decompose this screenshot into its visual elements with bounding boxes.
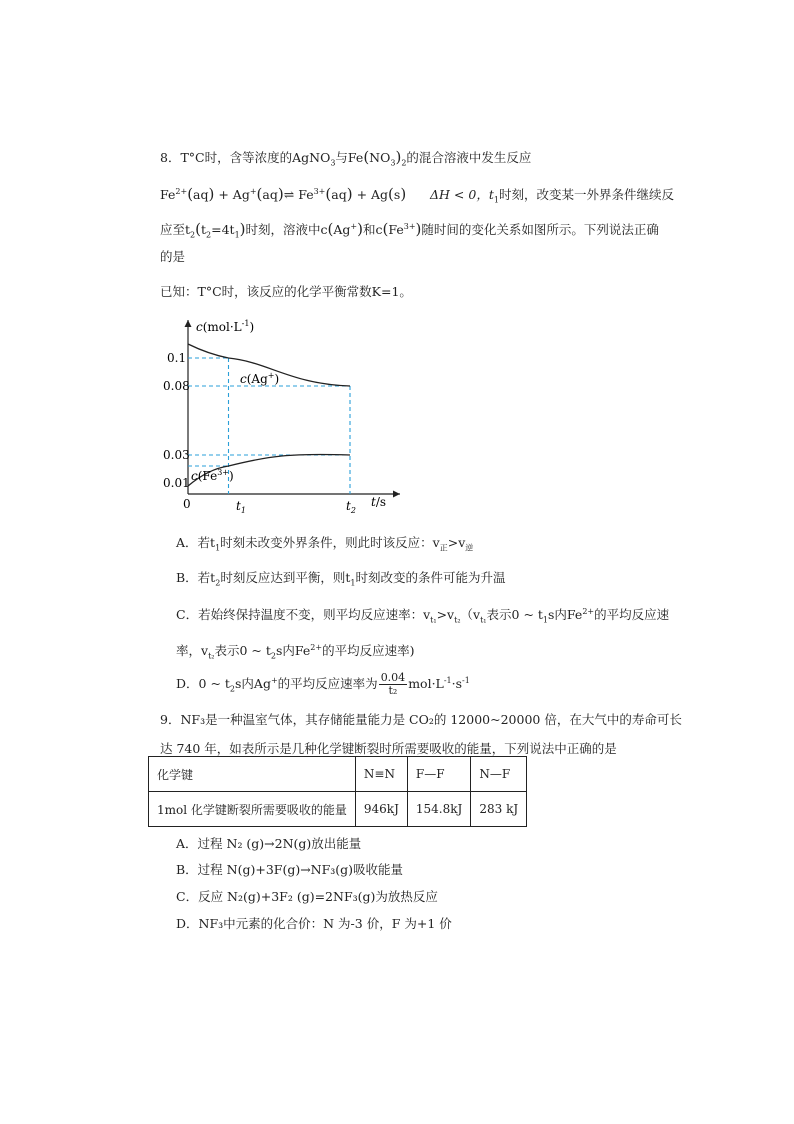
x-tick-t2: $t_2$ xyxy=(346,499,356,515)
x-axis-label: t/s xyxy=(371,495,387,509)
table-header-nn: N≡N xyxy=(355,757,407,792)
table-row xyxy=(149,757,527,792)
table-header-ff: F—F xyxy=(407,757,470,792)
q8-option-b[interactable]: B．若$t_2$时刻反应达到平衡，则$t_1$时刻改变的条件可能为升温 xyxy=(176,570,506,588)
origin-label: 0 xyxy=(183,497,191,511)
q8-known-condition: 已知：T°C时，该反应的化学平衡常数K=1。 xyxy=(160,284,412,299)
table-row xyxy=(149,792,527,827)
q8-reaction-equation: $Fe^{2+}(aq)$ + Ag+(aq)⇌ $Fe^{3+}(aq) + Ag(s)$ ΔH < 0，$t_1$时刻，改变某一外界条件继续反 xyxy=(160,185,674,205)
q9-option-b[interactable]: B．过程 N(g)+3F(g)→NF₃(g)吸收能量 xyxy=(176,862,404,877)
y-axis-label: $c(mol\cdot L^{-1})$ xyxy=(196,319,255,334)
rate-fraction: $\frac{0.04}{\text{t₂}}$ xyxy=(380,671,406,697)
y-tick-0.03: 0.03 xyxy=(163,448,190,462)
q9-stem-line2: 达 740 年，如表所示是几种化学键断裂时所需要吸收的能量，下列说法中正确的是 xyxy=(160,741,617,756)
q8-stem-line1: 8．T°C时，含等浓度的AgNO$_3$与$Fe(NO_3)_2$的混合溶液中发生反应 xyxy=(160,148,532,168)
q9-option-c[interactable]: C．反应 N₂(g)+3F₂ (g)=2NF₃(g)为放热反应 xyxy=(176,889,438,904)
q9-option-a[interactable]: A．过程 N₂ (g)→2N(g)放出能量 xyxy=(176,836,362,851)
q8-stem-line3: 应至$t_2(t_2=4t_1)$时刻，溶液中c(Ag+)和$c(Fe^{3+})$随时间的变化关系如图所示。下列说法正确 xyxy=(160,220,659,240)
q8-option-c[interactable]: C．若始终保持温度不变，则平均反应速率：$v_{t_1}>v_{t_2}(v_{t_1}$表示0 ~ $t_1s$内$Fe^{2+}$的平均反应速 xyxy=(176,607,670,625)
x-tick-t1: $t_1$ xyxy=(236,499,246,515)
q8-option-c-continued: 率，$v_{t_2}$表示0 ~ $t_2s$内$Fe^{2+}$的平均反应速率) xyxy=(176,643,415,661)
y-tick-0.08: 0.08 xyxy=(163,379,190,393)
q8-stem-line4: 的是 xyxy=(160,249,186,264)
table-cell-ff: 154.8kJ xyxy=(407,792,470,827)
bond-energy-table xyxy=(148,756,527,827)
table-header-bond: 化学键 xyxy=(149,757,356,792)
series-fe-label: $c(Fe^{3+})$ xyxy=(191,468,234,483)
table-cell-label: 1mol 化学键断裂所需要吸收的能量 xyxy=(149,792,356,827)
y-tick-0.01: 0.01 xyxy=(163,476,190,490)
q8-option-a[interactable]: A．若$t_1$时刻未改变外界条件，则此时该反应：$v_正>v_逆$ xyxy=(176,535,474,553)
q8-option-d[interactable]: D．0 ~ $t_2s$内Ag+的平均反应速率为 $\frac{0.04}{\text{t₂}}$ $mol\cdot L^{-1}\cdot s^{-1}$ xyxy=(176,671,470,697)
concentration-time-chart xyxy=(160,312,410,522)
table-cell-nf: 283 kJ xyxy=(471,792,527,827)
series-ag-label: c(Ag+) xyxy=(240,371,280,386)
table-header-nf: N—F xyxy=(471,757,527,792)
table-cell-nn: 946kJ xyxy=(355,792,407,827)
q9-stem-line1: 9．NF₃是一种温室气体，其存储能量能力是 CO₂的 12000~20000 倍，在大气中的寿命可长 xyxy=(160,712,682,727)
y-tick-0.1: 0.1 xyxy=(167,351,187,365)
q9-option-d[interactable]: D．NF₃中元素的化合价：N 为-3 价，F 为+1 价 xyxy=(176,916,452,931)
